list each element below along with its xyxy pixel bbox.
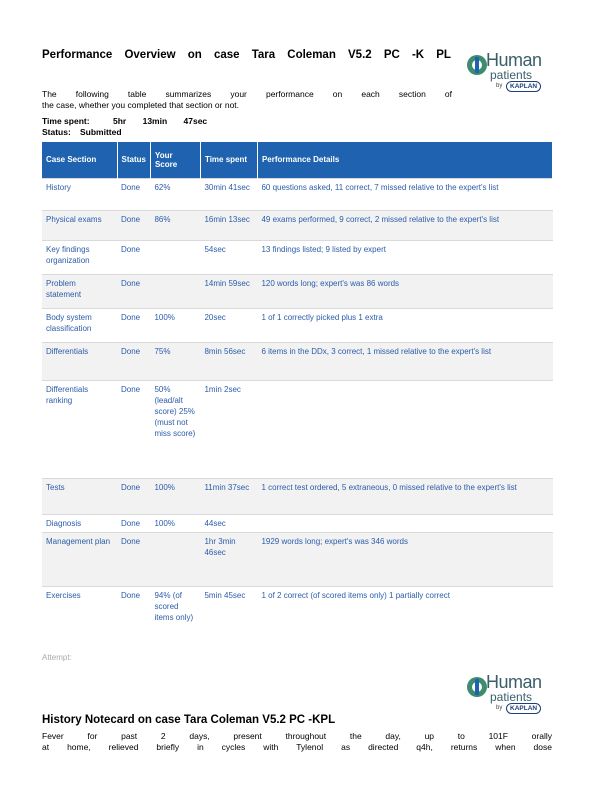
cell-score: 50% (lead/alt score) 25% (must not miss score)	[150, 380, 200, 478]
cell-status: Done	[117, 514, 150, 532]
cell-details: 13 findings listed; 9 listed by expert	[257, 240, 552, 274]
cell-status: Done	[117, 478, 150, 514]
cell-score: 100%	[150, 308, 200, 342]
cell-score: 100%	[150, 478, 200, 514]
cell-details: 120 words long; expert's was 86 words	[257, 274, 552, 308]
cell-status: Done	[117, 532, 150, 586]
cell-score: 86%	[150, 210, 200, 240]
table-row	[42, 274, 553, 308]
table-row	[42, 210, 553, 240]
humanpatients-logo-2	[466, 672, 546, 718]
cell-score: 100%	[150, 514, 200, 532]
cell-details: 1 of 2 correct (of scored items only) 1 partially correct	[257, 586, 552, 650]
cell-time: 44sec	[200, 514, 257, 532]
header-score: Your Score	[150, 142, 200, 178]
title-word: PL	[436, 49, 451, 61]
cell-score	[150, 274, 200, 308]
cell-time: 14min 59sec	[200, 274, 257, 308]
header-performance: Performance Details	[257, 142, 552, 178]
summary-line-1: The following table summarizes your performance on each section of	[42, 89, 452, 99]
title-word: PC	[383, 49, 400, 61]
logo-mark-icon	[466, 54, 488, 76]
cell-time: 30min 41sec	[200, 178, 257, 210]
cell-time: 54sec	[200, 240, 257, 274]
cell-status: Done	[117, 586, 150, 650]
table-row	[42, 478, 553, 514]
cell-status: Done	[117, 342, 150, 380]
cell-details: 6 items in the DDx, 3 correct, 1 missed relative to the expert's list	[257, 342, 552, 380]
title-word: Overview	[124, 49, 176, 61]
cell-details: 1 correct test ordered, 5 extraneous, 0 missed relative to the expert's list	[257, 478, 552, 514]
cell-details: 1 of 1 correctly picked plus 1 extra	[257, 308, 552, 342]
time-spent-value: 5hr 13min 47sec	[113, 116, 208, 126]
status-label: Status:	[42, 127, 71, 137]
logo-text-human: Human	[486, 50, 542, 70]
cell-score: 94% (of scored items only)	[150, 586, 200, 650]
table-row	[42, 178, 553, 210]
logo-text-patients: patients	[490, 690, 533, 704]
logo-by: by	[496, 705, 503, 711]
table-row	[42, 514, 553, 532]
table-row	[42, 532, 553, 586]
cell-section: Management plan	[42, 532, 117, 586]
table-header-row	[42, 142, 553, 178]
cell-details	[257, 514, 552, 532]
performance-table	[42, 142, 553, 650]
cell-section: Diagnosis	[42, 514, 117, 532]
table-row	[42, 380, 553, 478]
summary-line-2: the case, whether you completed that section or not.	[42, 100, 240, 110]
cell-time: 5min 45sec	[200, 586, 257, 650]
cell-status: Done	[117, 308, 150, 342]
cell-details	[257, 380, 552, 478]
logo-mark-icon	[466, 676, 488, 698]
title-word: Performance	[42, 49, 113, 61]
title-word: -K	[411, 49, 425, 61]
cell-section: Key findings organization	[42, 240, 117, 274]
cell-time: 11min 37sec	[200, 478, 257, 514]
cell-details: 49 exams performed, 9 correct, 2 missed relative to the expert's list	[257, 210, 552, 240]
report-title	[42, 47, 457, 63]
humanpatients-logo	[466, 50, 546, 96]
notecard-line-1: Fever for past 2 days, present throughout the day, up to 101F orally	[42, 731, 552, 741]
title-word: Tara	[251, 49, 276, 61]
cell-time: 1min 2sec	[200, 380, 257, 478]
notecard-line-2: at home, relieved briefly in cycles with Tylenol as directed q4h, returns when dose	[42, 742, 552, 752]
cell-section: Exercises	[42, 586, 117, 650]
logo-text-patients: patients	[490, 68, 533, 82]
cell-time: 16min 13sec	[200, 210, 257, 240]
cell-status: Done	[117, 178, 150, 210]
table-row	[42, 240, 553, 274]
cell-time: 8min 56sec	[200, 342, 257, 380]
title-word: Coleman	[287, 49, 336, 61]
cell-section: Problem statement	[42, 274, 117, 308]
cell-status: Done	[117, 210, 150, 240]
cell-section: Body system classification	[42, 308, 117, 342]
title-word: case	[213, 49, 240, 61]
table-row	[42, 308, 553, 342]
header-time: Time spent	[200, 142, 257, 178]
cell-score: 62%	[150, 178, 200, 210]
title-word: on	[187, 49, 202, 61]
logo-by: by	[496, 83, 503, 89]
cell-status: Done	[117, 240, 150, 274]
attempt-label: Attempt:	[42, 653, 72, 662]
header-case-section: Case Section	[42, 142, 117, 178]
title-word: V5.2	[348, 49, 372, 61]
cell-section: Differentials	[42, 342, 117, 380]
cell-time: 20sec	[200, 308, 257, 342]
logo-text-human: Human	[486, 672, 542, 692]
cell-score	[150, 532, 200, 586]
cell-section: Differentials ranking	[42, 380, 117, 478]
cell-time: 1hr 3min 46sec	[200, 532, 257, 586]
table-row	[42, 586, 553, 650]
table-row	[42, 342, 553, 380]
cell-details: 60 questions asked, 11 correct, 7 missed relative to the expert's list	[257, 178, 552, 210]
kaplan-logo: KAPLAN	[506, 703, 541, 714]
cell-section: History	[42, 178, 117, 210]
time-spent-label: Time spent:	[42, 116, 90, 126]
notecard-title: History Notecard on case Tara Coleman V5.2 PC -KPL	[42, 714, 336, 726]
cell-section: Tests	[42, 478, 117, 514]
header-status: Status	[117, 142, 150, 178]
cell-details: 1929 words long; expert's was 346 words	[257, 532, 552, 586]
kaplan-logo: KAPLAN	[506, 81, 541, 92]
cell-status: Done	[117, 380, 150, 478]
cell-section: Physical exams	[42, 210, 117, 240]
cell-status: Done	[117, 274, 150, 308]
status-value: Submitted	[80, 127, 122, 137]
cell-score	[150, 240, 200, 274]
cell-score: 75%	[150, 342, 200, 380]
